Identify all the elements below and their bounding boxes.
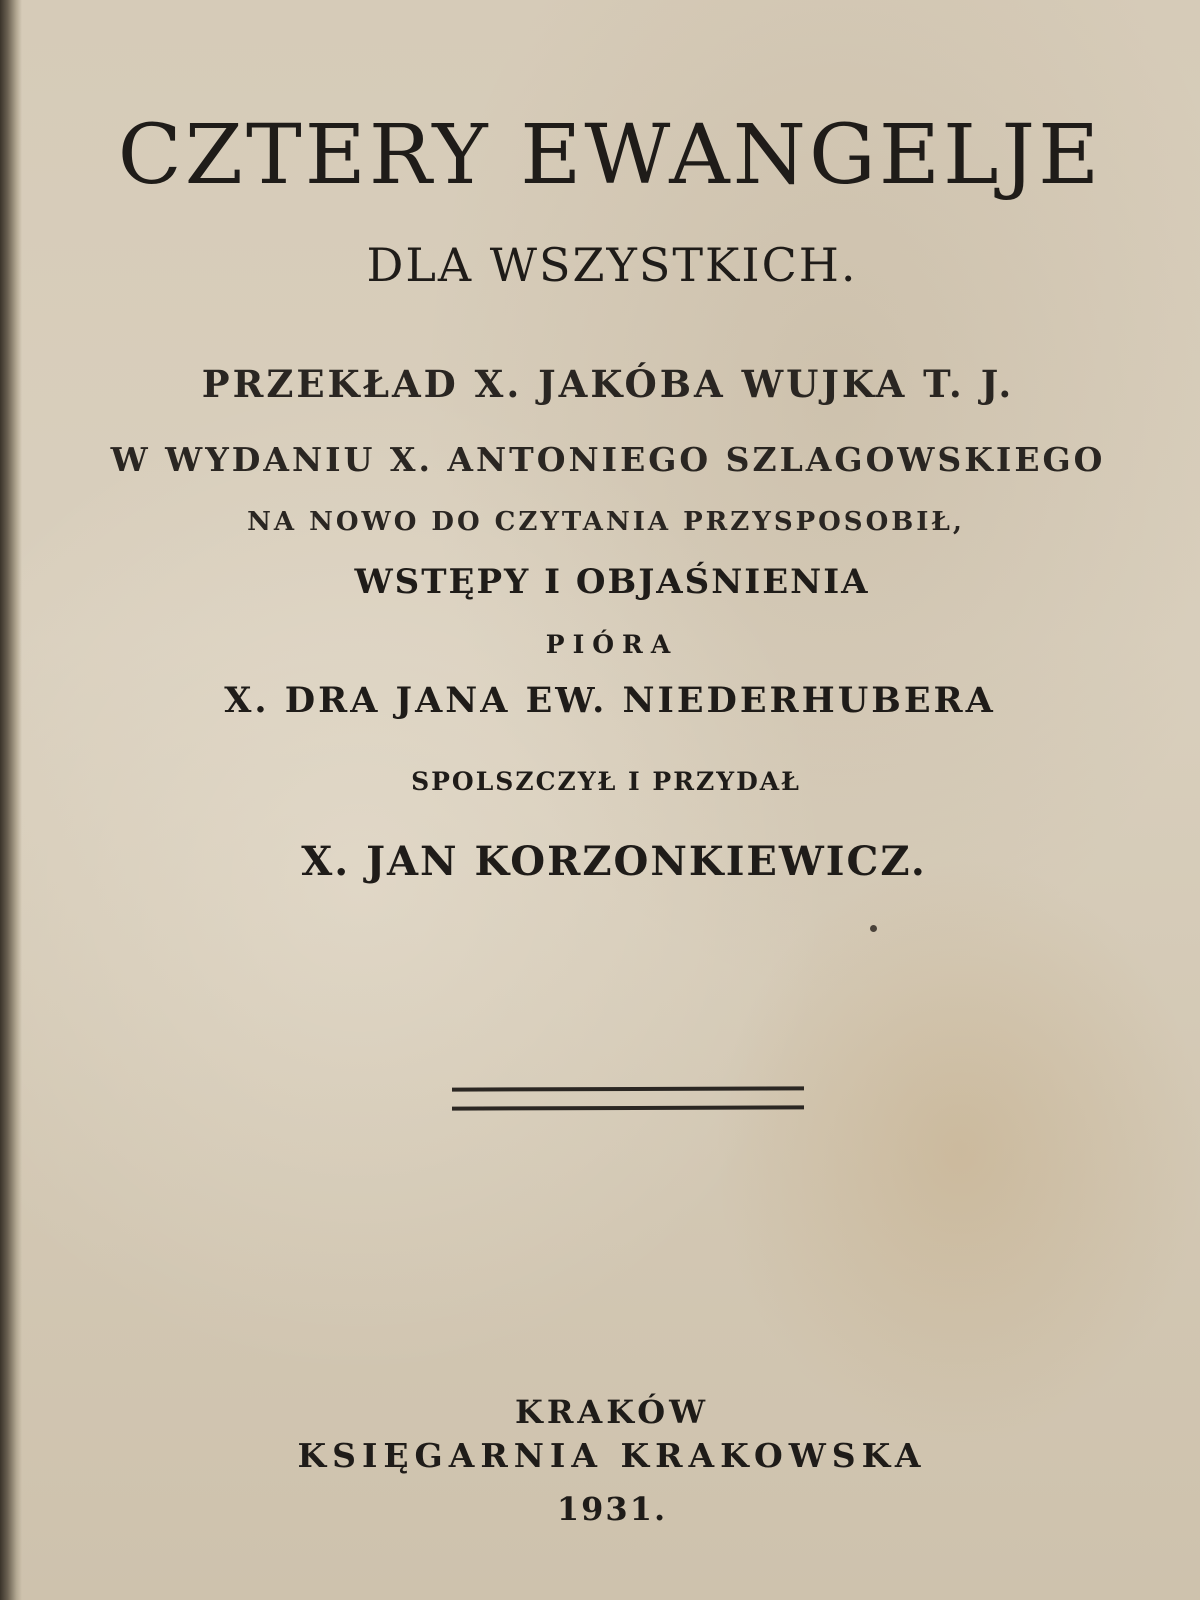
pen-of-line: PIÓRA (545, 630, 679, 659)
imprint-city: KRAKÓW (515, 1393, 709, 1431)
double-rule-bottom (452, 1105, 804, 1110)
adaptation-line: NA NOWO DO CZYTANIA PRZYSPOSOBIŁ, (247, 507, 965, 537)
book-title: CZTERY EWANGELJE (117, 108, 1103, 203)
translator-line: PRZEKŁAD X. JAKÓBA WUJKA T. J. (201, 362, 1015, 406)
book-subtitle: DLA WSZYSTKICH. (366, 238, 858, 292)
polonized-line: SPOLSZCZYŁ I PRZYDAŁ (411, 767, 801, 796)
imprint-year: 1931. (556, 1490, 668, 1528)
imprint-publisher: KSIĘGARNIA KRAKOWSKA (297, 1436, 927, 1475)
edition-line: W WYDANIU X. ANTONIEGO SZLAGOWSKIEGO (110, 440, 1106, 479)
double-rule-top (452, 1086, 804, 1091)
author-line: X. DRA JANA EW. NIEDERHUBERA (224, 680, 996, 721)
polonizer-name: X. JAN KORZONKIEWICZ. (301, 838, 927, 885)
introductions-line: WSTĘPY I OBJAŚNIENIA (354, 562, 870, 602)
paper-speck (870, 925, 877, 932)
